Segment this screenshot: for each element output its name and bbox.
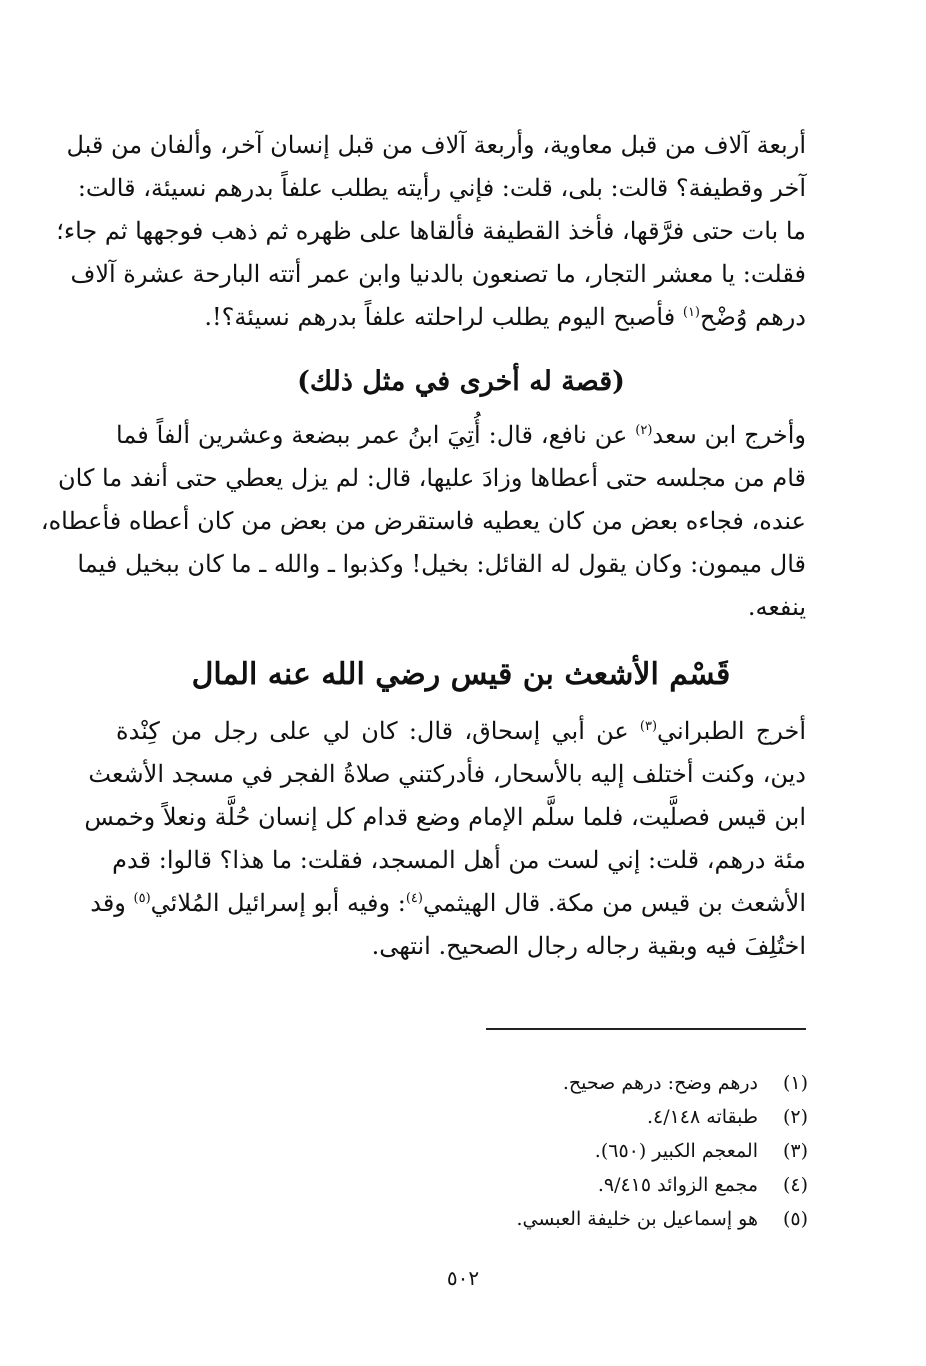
footnote-number: (٣): [782, 1140, 808, 1162]
footnote-number: (١): [782, 1072, 808, 1094]
footnote-text: درهم وضح: درهم صحيح.: [562, 1072, 758, 1094]
text-line: قام من مجلسه حتى أعطاها وزادَ عليها، قال: لم يزل يعطي حتى أنفد ما كان: [58, 464, 806, 492]
text-line: [116, 414, 806, 457]
footnote-marker: (١): [682, 305, 700, 320]
text-line: قال ميمون: وكان يقول له القائل: بخيل! وكذبوا ـ والله ـ ما كان ببخيل فيما: [77, 550, 806, 578]
text-line: مئة درهم، قلت: إني لست من أهل المسجد، فقلت: ما هذا؟ قالوا: قدم: [112, 846, 806, 874]
text-line: ينفعه.: [747, 593, 806, 621]
footnote-marker: (٥): [133, 891, 151, 906]
footnote-item: [408, 1134, 808, 1168]
footnote-number: (٢): [782, 1106, 808, 1128]
text-line: [116, 296, 806, 339]
footnote-number: (٥): [782, 1208, 808, 1230]
text-line: فقلت: يا معشر التجار، ما تصنعون بالدنيا وابن عمر أتته البارحة عشرة آلاف: [70, 260, 806, 288]
text-fragment: وأخرج ابن سعد: [652, 421, 806, 449]
text-line: [90, 882, 806, 925]
text-fragment: درهم وُضْح: [700, 303, 806, 331]
footnote-text: مجمع الزوائد ٩/٤١٥.: [597, 1174, 758, 1196]
text-line: ابن قيس فصلَّيت، فلما سلَّم الإمام وضع قدام كل إنسان حُلَّة ونعلاً وخمس: [84, 803, 806, 831]
text-fragment: عن نافع، قال: أُتِيَ ابنُ عمر ببضعة وعشرين ألفاً فما: [116, 421, 636, 449]
text-fragment: أخرج الطبراني: [657, 717, 806, 745]
paragraph-opening: [56, 124, 806, 339]
footnote-item: [408, 1168, 808, 1202]
footnote-item: [408, 1202, 808, 1236]
text-fragment: وقد: [90, 889, 134, 917]
footnote-number: (٤): [782, 1174, 808, 1196]
section-heading: قَسْم الأشعث بن قيس رضي الله عنه المال: [191, 657, 731, 692]
section-heading: (قصة له أخرى في مثل ذلك): [297, 366, 625, 397]
paragraph-ibn-saad: [40, 414, 806, 629]
text-line: [116, 710, 806, 753]
paragraph-tabarani: [84, 710, 806, 968]
text-line: دين، وكنت أختلف إليه بالأسحار، فأدركتني صلاةُ الفجر في مسجد الأشعث: [88, 760, 806, 788]
footnote-marker: (٤): [405, 891, 423, 906]
footnote-text: هو إسماعيل بن خليفة العبسي.: [516, 1208, 758, 1230]
footnote-divider: [486, 1028, 806, 1030]
footnote-item: [408, 1066, 808, 1100]
footnote-marker: (٣): [639, 719, 658, 734]
footnote-item: [408, 1100, 808, 1134]
footnote-text: المعجم الكبير (٦٥٠).: [594, 1140, 758, 1162]
text-fragment: عن أبي إسحاق، قال: كان لي على رجل من كِنْدة: [116, 717, 640, 745]
text-line: آخر وقطيفة؟ قالت: بلى، قلت: فإني رأيته يطلب علفاً بدرهم نسيئة، قالت:: [77, 174, 806, 202]
text-fragment: فأصبح اليوم يطلب لراحلته علفاً بدرهم نسيئة؟!.: [204, 303, 683, 331]
text-line: عنده، فجاءه بعض من كان يعطيه فاستقرض من بعض من كان أعطاه فأعطاه،: [40, 507, 806, 535]
text-line: اختُلِفَ فيه وبقية رجاله رجال الصحيح. انتهى.: [371, 932, 806, 960]
footnote-text: طبقاته ٤/١٤٨.: [646, 1106, 758, 1128]
text-fragment: : وفيه أبو إسرائيل المُلائي: [150, 889, 406, 917]
footnotes: [408, 1066, 808, 1236]
text-line: ما بات حتى فرَّقها، فأخذ القطيفة فألقاها على ظهره ثم ذهب فوجهها ثم جاء؛: [56, 217, 806, 245]
text-line: أربعة آلاف من قبل معاوية، وأربعة آلاف من قبل إنسان آخر، وألفان من قبل: [66, 131, 806, 159]
footnote-marker: (٢): [635, 423, 653, 438]
text-fragment: الأشعث بن قيس من مكة. قال الهيثمي: [422, 889, 806, 917]
page-number: ٥٠٢: [446, 1266, 480, 1290]
